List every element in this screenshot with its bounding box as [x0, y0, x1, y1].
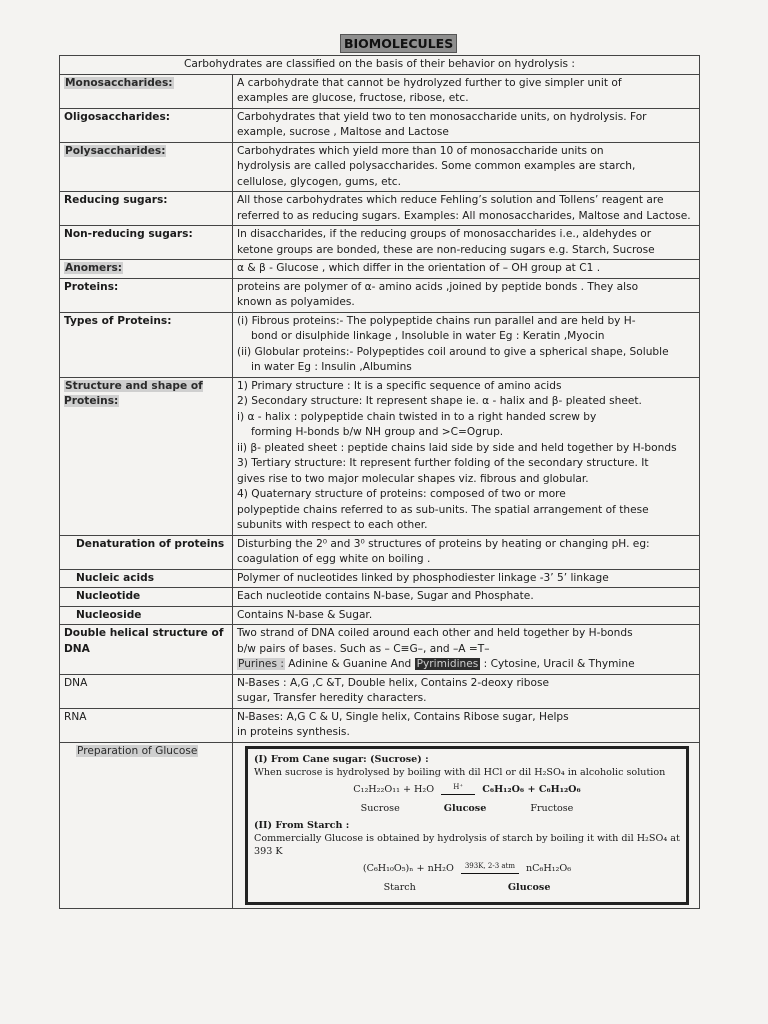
term-proteins: Proteins: [64, 280, 119, 293]
notes-table [59, 55, 700, 909]
structure-line: i) α - halix : polypeptide chain twisted in to a right handed screw by [237, 410, 597, 423]
intro-text: Carbohydrates are classified on the basis of their behavior on hydrolysis : [60, 56, 700, 75]
term-reducing-sugars: Reducing sugars: [64, 194, 168, 206]
definition-line: N-Bases : A,G ,C &T, Double helix, Contains 2-deoxy ribose [237, 676, 549, 689]
table-row [60, 108, 700, 142]
structure-line: 2) Secondary structure: It represent shape ie. α - halix and β- pleated sheet. [237, 395, 642, 407]
term-dna: DNA [64, 676, 88, 689]
definition-line: In disaccharides, if the reducing groups of monosaccharides i.e., aldehydes or [237, 228, 652, 240]
equation-products: nC₆H₁₂O₆ [525, 862, 572, 874]
starch-text: Commercially Glucose is obtained by hydrolysis of starch by boiling it with dil H₂SO₄ at 393 K [254, 832, 680, 857]
equation-products: C₆H₁₂O₆ + C₆H₁₂O₆ [482, 783, 581, 795]
definition-line: proteins are polymer of α- amino acids ,joined by peptide bonds . They also [237, 280, 639, 293]
sucrose-equation [254, 783, 680, 798]
term-monosaccharides: Monosaccharides: [65, 76, 173, 89]
definition-line: All those carbohydrates which reduce Fehling’s solution and Tollens’ reagent are [237, 194, 664, 206]
sucrose-product-names [254, 802, 680, 815]
term-types-of-proteins: Types of Proteins: [64, 314, 172, 327]
term-nucleotide: Nucleotide [76, 590, 141, 602]
table-row [60, 588, 700, 607]
compound-name: Sucrose [360, 802, 400, 814]
table-row [60, 192, 700, 226]
definition-line: in proteins synthesis. [237, 726, 350, 738]
starch-equation [254, 862, 680, 877]
structure-line: gives rise to two major molecular shapes viz. fibrous and globular. [237, 472, 589, 485]
table-row [60, 260, 700, 279]
compound-name: Fructose [530, 802, 574, 814]
structure-line: subunits with respect to each other. [237, 519, 428, 531]
protein-type-line: (ii) Globular proteins:- Polypeptides coil around to give a spherical shape, Soluble [237, 345, 669, 358]
protein-type-line: (i) Fibrous proteins:- The polypeptide chains run parallel and are held by H- [237, 314, 636, 327]
structure-line: ii) β- pleated sheet : peptide chains laid side by side and held together by H-bonds [237, 441, 677, 454]
equation-reactants: (C₆H₁₀O₅)ₙ + nH₂O [362, 862, 454, 874]
definition-line: A carbohydrate that cannot be hydrolyzed further to give simpler unit of [237, 76, 622, 89]
table-row [60, 606, 700, 625]
structure-line: 1) Primary structure : It is a specific sequence of amino acids [237, 379, 562, 392]
table-row [60, 312, 700, 377]
purines-label: Purines : [238, 658, 284, 670]
term-nucleic-acids: Nucleic acids [76, 571, 155, 584]
intro-row [60, 56, 700, 75]
pyrimidines-text: : Cytosine, Uracil & Thymine [483, 658, 635, 670]
term-oligosaccharides: Oligosaccharides: [64, 110, 170, 123]
table-row [60, 674, 700, 708]
table-row [60, 278, 700, 312]
definition-line: hydrolysis are called polysaccharides. Some common examples are starch, [237, 160, 636, 172]
definition-line: Carbohydrates which yield more than 10 of monosaccharide units on [237, 144, 604, 157]
definition-line: Contains N-base & Sugar. [237, 608, 373, 621]
definition-line: cellulose, glycogen, gums, etc. [237, 175, 401, 188]
reaction-arrow: 393K, 2-3 atm [461, 860, 519, 874]
definition-line: Carbohydrates that yield two to ten monosaccharide units, on hydrolysis. For [237, 110, 647, 123]
compound-name: Glucose [443, 802, 487, 814]
definition-line: Two strand of DNA coiled around each other and held together by H-bonds [237, 627, 633, 639]
table-row [60, 74, 700, 108]
table-row [60, 742, 700, 908]
cane-sugar-text: When sucrose is hydrolysed by boiling with dil HCl or dil H₂SO₄ in alcoholic solution [254, 766, 666, 778]
definition-line: N-Bases: A,G C & U, Single helix, Contains Ribose sugar, Helps [237, 710, 569, 723]
starch-product-names [254, 881, 680, 894]
protein-type-line: in water Eg : Insulin ,Albumins [251, 361, 412, 373]
table-row [60, 625, 700, 675]
definition-line: referred to as reducing sugars. Examples: All monosaccharides, Maltose and Lactose. [237, 209, 691, 222]
glucose-preparation-box [245, 746, 689, 905]
term-preparation-of-glucose: Preparation of Glucose [77, 744, 198, 757]
definition-line: sugar, Transfer heredity characters. [237, 692, 427, 704]
term-anomers: Anomers: [65, 262, 123, 274]
page-title: BIOMOLECULES [340, 34, 457, 53]
definition-line: Each nucleotide contains N-base, Sugar and Phosphate. [237, 590, 534, 602]
term-non-reducing-sugars: Non-reducing sugars: [64, 228, 193, 240]
protein-type-line: bond or disulphide linkage , Insoluble in water Eg : Keratin ,Myocin [251, 330, 605, 342]
term-structure-of-proteins: Structure and shape of Proteins: [64, 379, 203, 407]
term-rna: RNA [64, 710, 87, 723]
table-row [60, 226, 700, 260]
structure-line: polypeptide chains referred to as sub-units. The spatial arrangement of these [237, 503, 649, 516]
cane-sugar-heading: (I) From Cane sugar: (Sucrose) : [254, 753, 429, 765]
compound-name: Glucose [507, 881, 551, 893]
compound-name: Starch [383, 881, 416, 893]
definition-line: Polymer of nucleotides linked by phosphodiester linkage -3’ 5’ linkage [237, 571, 609, 584]
table-row [60, 377, 700, 535]
structure-line: 3) Tertiary structure: It represent further folding of the secondary structure. It [237, 457, 649, 469]
definition-line: b/w pairs of bases. Such as – C≡G–, and –A =T– [237, 642, 490, 655]
definition-line: examples are glucose, fructose, ribose, etc. [237, 92, 469, 104]
table-row [60, 569, 700, 588]
definition-line: coagulation of egg white on boiling . [237, 553, 431, 565]
equation-reactants: C₁₂H₂₂O₁₁ + H₂O [353, 783, 435, 795]
purines-text: Adinine & Guanine And [288, 658, 412, 670]
definition-line: α & β - Glucose , which differ in the orientation of – OH group at C1 . [237, 262, 601, 274]
definition-line: example, sucrose , Maltose and Lactose [237, 126, 449, 138]
pyrimidines-label: Pyrimidines [416, 658, 479, 670]
starch-heading: (II) From Starch : [254, 819, 350, 831]
term-denaturation: Denaturation of proteins [76, 537, 225, 550]
reaction-arrow: H⁺ [441, 781, 475, 795]
table-row [60, 535, 700, 569]
term-polysaccharides: Polysaccharides: [65, 144, 166, 157]
table-row [60, 142, 700, 192]
term-dna-helix: Double helical structure of DNA [64, 627, 224, 655]
definition-line: ketone groups are bonded, these are non-reducing sugars e.g. Starch, Sucrose [237, 243, 655, 256]
bases-line [237, 657, 695, 673]
definition-line: Disturbing the 2⁰ and 3⁰ structures of proteins by heating or changing pH. eg: [237, 537, 650, 550]
structure-line: 4) Quaternary structure of proteins: composed of two or more [237, 488, 566, 500]
table-row [60, 708, 700, 742]
definition-line: known as polyamides. [237, 296, 355, 308]
structure-line: forming H-bonds b/w NH group and >C=Ogrup. [251, 426, 504, 438]
term-nucleoside: Nucleoside [76, 608, 142, 621]
